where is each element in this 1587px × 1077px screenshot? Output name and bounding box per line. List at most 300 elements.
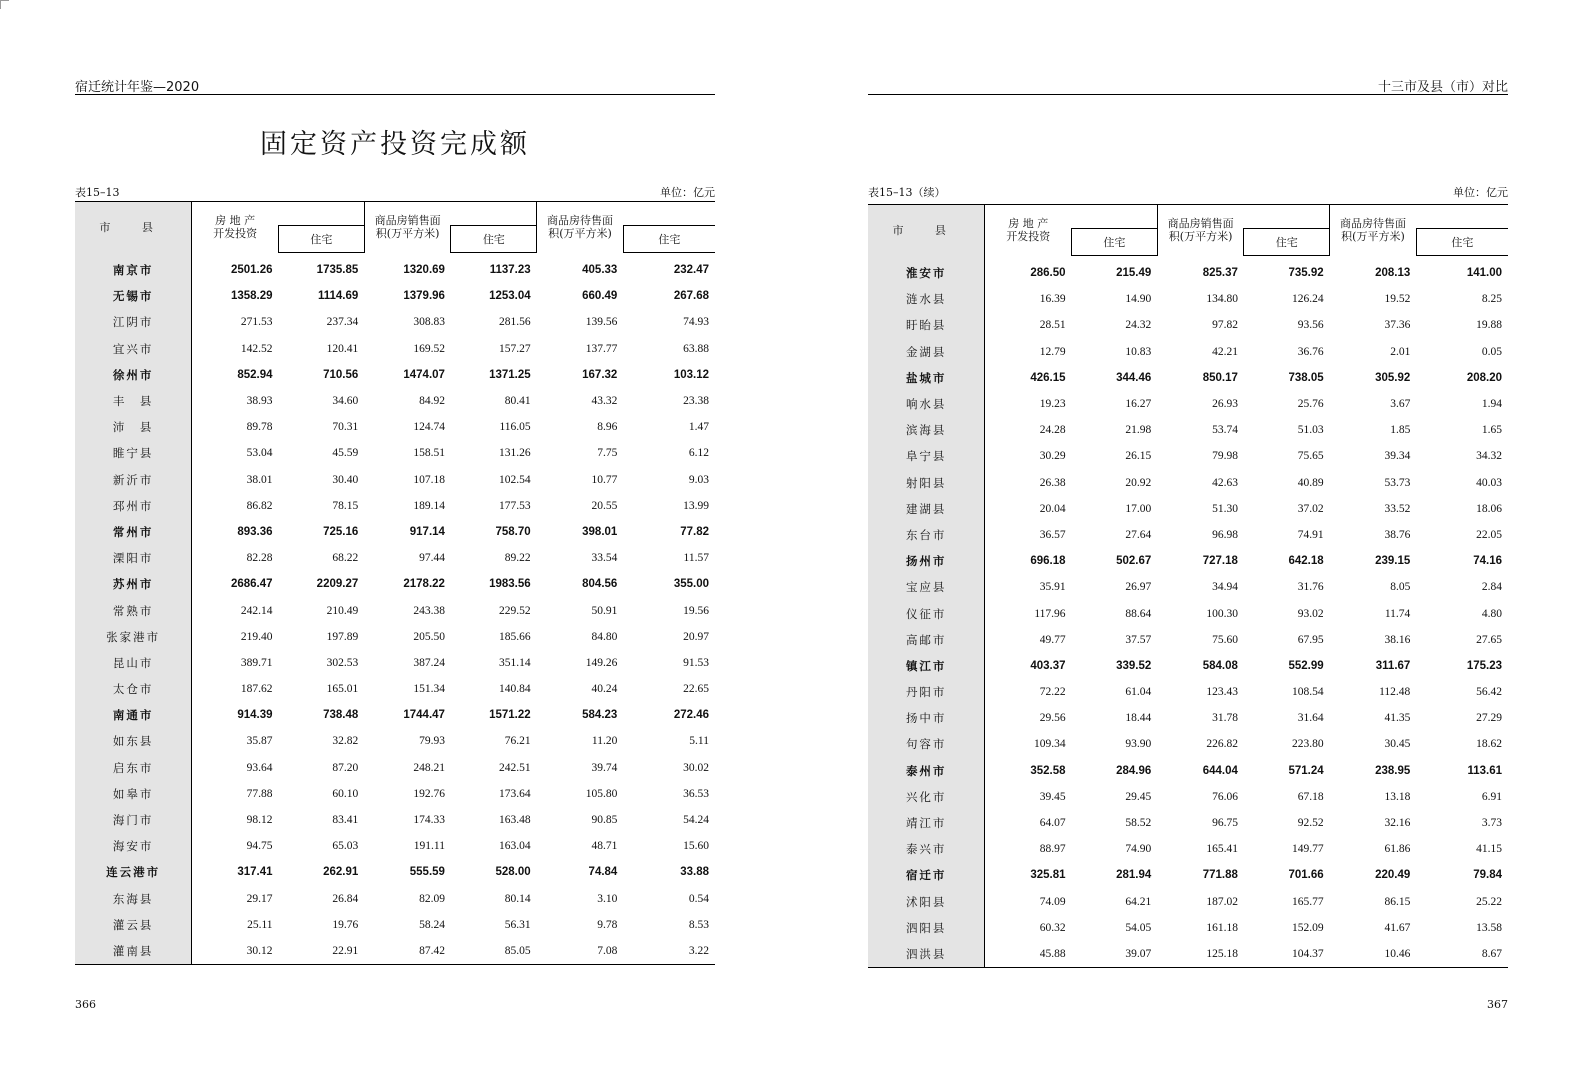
row-value: 131.26 <box>499 447 531 460</box>
row-value: 239.15 <box>1375 555 1411 568</box>
row-city-name: 徐州市 <box>75 362 192 388</box>
page-number: 366 <box>75 998 96 1011</box>
row-value: 22.91 <box>279 938 365 965</box>
row-value: 79.84 <box>1473 869 1502 882</box>
row-value: 37.36 <box>1384 319 1411 332</box>
row-value: 10.77 <box>591 473 618 486</box>
row-value: 219.40 <box>240 630 273 643</box>
row-value: 38.76 <box>1384 528 1411 541</box>
row-value: 1.65 <box>1481 424 1502 437</box>
row-city-name: 常州市 <box>75 519 192 545</box>
row-value: 54.05 <box>1125 921 1152 934</box>
row-value: 192.76 <box>413 787 445 800</box>
row-city-name: 昆山市 <box>75 650 192 676</box>
row-value: 87.20 <box>332 761 359 774</box>
row-value: 3.67 <box>1390 398 1411 411</box>
row-value: 197.89 <box>326 630 359 643</box>
row-value: 42.21 <box>1212 345 1238 358</box>
row-value: 26.38 <box>1039 476 1066 489</box>
row-city-name: 扬州市 <box>868 548 985 574</box>
col-sold-area: 商品房销售面 积(万平方米) <box>1157 205 1244 256</box>
row-value: 1744.47 <box>403 709 445 722</box>
row-value: 20.97 <box>683 630 709 643</box>
row-value: 187.02 <box>1206 895 1238 908</box>
table-row <box>868 470 1508 496</box>
table-row <box>868 574 1508 600</box>
row-value: 242.51 <box>499 761 531 774</box>
row-value: 660.49 <box>582 290 618 303</box>
row-value: 165.01 <box>326 683 359 696</box>
row-value: 149.26 <box>585 656 618 669</box>
row-value: 6.12 <box>688 447 709 460</box>
row-value: 2209.27 <box>316 578 359 591</box>
row-value: 58.24 <box>419 918 445 931</box>
row-value: 1983.56 <box>489 578 531 591</box>
table-row <box>868 758 1508 784</box>
table-row <box>868 312 1508 338</box>
row-value: 13.58 <box>1476 921 1502 934</box>
row-value: 45.59 <box>332 447 359 460</box>
row-value: 284.96 <box>1116 764 1152 777</box>
row-value: 112.48 <box>1379 686 1411 699</box>
row-value: 16.39 <box>1039 293 1066 306</box>
row-value: 223.80 <box>1292 738 1324 751</box>
row-value: 30.45 <box>1384 738 1411 751</box>
investment-table-continued <box>868 204 1508 968</box>
row-value: 571.24 <box>1288 764 1324 777</box>
row-value: 54.24 <box>683 814 709 827</box>
table-row <box>75 519 715 545</box>
row-value: 355.00 <box>673 578 709 591</box>
row-city-name: 苏州市 <box>75 571 192 597</box>
row-value: 9.03 <box>688 473 709 486</box>
row-value: 25.76 <box>1297 398 1324 411</box>
row-value: 26.84 <box>332 892 359 905</box>
unit-label: 单位：亿元 <box>1453 186 1508 199</box>
row-value: 13.99 <box>683 499 709 512</box>
row-value: 210.49 <box>326 604 359 617</box>
row-value: 43.32 <box>591 395 618 408</box>
row-value: 552.99 <box>1288 659 1324 672</box>
table-row <box>868 339 1508 365</box>
table-row <box>868 836 1508 862</box>
row-value: 42.63 <box>1212 476 1238 489</box>
row-value: 272.46 <box>673 709 709 722</box>
row-value: 141.00 <box>1466 267 1502 280</box>
row-value: 502.67 <box>1116 555 1152 568</box>
row-value: 158.51 <box>413 447 445 460</box>
row-city-name: 兴化市 <box>868 784 985 810</box>
row-city-name: 宿迁市 <box>868 862 985 888</box>
row-value: 10.46 <box>1330 941 1417 968</box>
row-value: 25.22 <box>1476 895 1502 908</box>
row-value: 94.75 <box>246 840 273 853</box>
row-city-name: 新沂市 <box>75 467 192 493</box>
row-value: 61.86 <box>1384 843 1411 856</box>
row-value: 137.77 <box>585 342 618 355</box>
row-value: 19.76 <box>332 918 359 931</box>
table-row <box>75 309 715 335</box>
row-value: 352.58 <box>1030 764 1066 777</box>
table-row <box>868 496 1508 522</box>
row-value: 36.57 <box>1039 528 1066 541</box>
row-value: 248.21 <box>413 761 445 774</box>
row-city-name: 丰 县 <box>75 388 192 414</box>
row-value: 78.15 <box>332 499 359 512</box>
row-value: 191.11 <box>413 840 445 853</box>
row-value: 70.31 <box>332 421 359 434</box>
table-row <box>868 286 1508 312</box>
investment-table <box>75 201 715 965</box>
row-city-name: 仪征市 <box>868 600 985 626</box>
row-value: 8.05 <box>1390 581 1411 594</box>
row-value: 65.03 <box>332 840 359 853</box>
row-value: 339.52 <box>1116 659 1152 672</box>
row-value: 725.16 <box>323 525 359 538</box>
table-row <box>75 859 715 885</box>
row-city-name: 太仓市 <box>75 676 192 702</box>
row-value: 75.65 <box>1297 450 1324 463</box>
row-city-name: 灌南县 <box>75 938 192 965</box>
row-value: 165.77 <box>1292 895 1324 908</box>
row-value: 149.77 <box>1292 843 1324 856</box>
row-value: 36.53 <box>683 787 709 800</box>
row-value: 281.94 <box>1116 869 1152 882</box>
row-value: 123.43 <box>1206 686 1238 699</box>
row-value: 53.74 <box>1212 424 1238 437</box>
row-value: 34.60 <box>332 395 359 408</box>
table-row <box>75 545 715 571</box>
table-row <box>868 705 1508 731</box>
row-city-name: 如东县 <box>75 728 192 754</box>
left-page <box>75 0 715 1077</box>
col-residential-1: 住宅 <box>1072 229 1158 256</box>
row-value: 30.29 <box>1039 450 1066 463</box>
table-row <box>868 915 1508 941</box>
table-row <box>75 702 715 728</box>
row-value: 11.57 <box>683 552 709 565</box>
row-value: 100.30 <box>1206 607 1238 620</box>
table-row <box>75 833 715 859</box>
row-value: 33.52 <box>1384 502 1411 515</box>
col-residential-2: 住宅 <box>1244 229 1330 256</box>
row-value: 26.93 <box>1212 398 1238 411</box>
row-city-name: 滨海县 <box>868 417 985 443</box>
row-value: 39.74 <box>591 761 618 774</box>
row-value: 27.65 <box>1476 633 1502 646</box>
row-value: 39.45 <box>1039 790 1066 803</box>
row-value: 16.27 <box>1125 398 1152 411</box>
row-value: 53.04 <box>246 447 273 460</box>
row-value: 109.34 <box>1033 738 1066 751</box>
row-value: 93.56 <box>1297 319 1324 332</box>
table-row <box>75 253 715 284</box>
table-body <box>868 256 1508 968</box>
table-row <box>75 283 715 309</box>
col-unsold-area: 商品房待售面 积(万平方米) <box>1330 205 1417 256</box>
row-value: 97.82 <box>1212 319 1238 332</box>
row-value: 134.80 <box>1206 293 1238 306</box>
row-value: 30.12 <box>192 938 279 965</box>
table-row <box>868 443 1508 469</box>
row-value: 29.45 <box>1125 790 1152 803</box>
row-value: 308.83 <box>413 316 445 329</box>
row-value: 0.05 <box>1481 345 1502 358</box>
table-row <box>868 417 1508 443</box>
row-value: 103.12 <box>673 368 709 381</box>
col-sold-area: 商品房销售面 积(万平方米) <box>364 202 451 253</box>
row-value: 167.32 <box>582 368 618 381</box>
row-value: 893.36 <box>237 525 273 538</box>
row-value: 389.71 <box>240 656 273 669</box>
row-value: 93.02 <box>1297 607 1324 620</box>
row-value: 5.11 <box>689 735 709 748</box>
col-residential-3: 住宅 <box>623 226 715 253</box>
col-sold-area-sub-blank <box>451 202 537 226</box>
row-city-name: 涟水县 <box>868 286 985 312</box>
row-value: 4.80 <box>1481 607 1502 620</box>
table-row <box>868 941 1508 968</box>
row-value: 1735.85 <box>316 264 359 277</box>
row-city-name: 无锡市 <box>75 283 192 309</box>
row-value: 58.52 <box>1125 817 1152 830</box>
row-city-name: 江阴市 <box>75 309 192 335</box>
row-value: 68.22 <box>332 552 359 565</box>
row-value: 35.87 <box>246 735 273 748</box>
row-value: 39.34 <box>1384 450 1411 463</box>
row-value: 74.91 <box>1297 528 1324 541</box>
row-value: 163.04 <box>499 840 531 853</box>
row-value: 232.47 <box>673 264 709 277</box>
row-value: 89.78 <box>246 421 273 434</box>
row-value: 317.41 <box>237 866 273 879</box>
table-row <box>75 650 715 676</box>
row-value: 23.38 <box>683 395 709 408</box>
table-row <box>868 731 1508 757</box>
row-city-name: 丹阳市 <box>868 679 985 705</box>
row-value: 325.81 <box>1030 869 1066 882</box>
row-city-name: 泰州市 <box>868 758 985 784</box>
table-row <box>868 600 1508 626</box>
table-code: 表15–13 <box>75 186 120 199</box>
row-value: 108.54 <box>1292 686 1324 699</box>
page-title: 固定资产投资完成额 <box>260 129 530 160</box>
row-city-name: 响水县 <box>868 391 985 417</box>
row-value: 10.83 <box>1125 345 1152 358</box>
row-value: 56.42 <box>1476 686 1502 699</box>
row-value: 1253.04 <box>489 290 531 303</box>
row-value: 88.64 <box>1125 607 1152 620</box>
col-residential-1: 住宅 <box>279 226 365 253</box>
row-value: 3.73 <box>1481 817 1502 830</box>
row-value: 107.18 <box>413 473 445 486</box>
table-row <box>868 391 1508 417</box>
row-city-name: 射阳县 <box>868 470 985 496</box>
row-city-name: 泗阳县 <box>868 915 985 941</box>
row-value: 126.24 <box>1292 293 1324 306</box>
row-value: 215.49 <box>1116 267 1152 280</box>
row-value: 825.37 <box>1202 266 1238 279</box>
row-value: 403.37 <box>1030 659 1066 672</box>
row-value: 243.38 <box>413 604 445 617</box>
table-row <box>868 889 1508 915</box>
row-value: 208.20 <box>1466 371 1502 384</box>
row-city-name: 盱眙县 <box>868 312 985 338</box>
row-value: 19.23 <box>1039 398 1066 411</box>
row-value: 72.22 <box>1039 686 1066 699</box>
row-value: 6.91 <box>1481 790 1502 803</box>
row-value: 19.88 <box>1476 319 1502 332</box>
row-value: 33.54 <box>591 552 618 565</box>
row-value: 63.88 <box>683 342 709 355</box>
row-value: 45.88 <box>985 941 1072 968</box>
row-value: 2686.47 <box>230 578 273 591</box>
row-value: 208.13 <box>1375 266 1411 279</box>
row-value: 30.40 <box>332 473 359 486</box>
row-value: 1.47 <box>688 421 709 434</box>
row-value: 49.77 <box>1039 633 1066 646</box>
row-value: 1114.69 <box>317 290 359 303</box>
row-value: 344.46 <box>1116 371 1152 384</box>
row-value: 157.27 <box>499 342 531 355</box>
row-value: 7.75 <box>597 447 618 460</box>
row-city-name: 常熟市 <box>75 597 192 623</box>
table-row <box>75 362 715 388</box>
col-dev-invest-sub-blank <box>279 202 365 226</box>
row-value: 64.07 <box>1039 817 1066 830</box>
table-row <box>868 810 1508 836</box>
row-value: 50.91 <box>591 604 618 617</box>
row-value: 3.22 <box>623 938 715 965</box>
row-value: 771.88 <box>1202 869 1238 882</box>
table-row <box>75 597 715 623</box>
row-value: 286.50 <box>1030 266 1066 279</box>
row-value: 75.60 <box>1212 633 1238 646</box>
row-value: 74.09 <box>1039 895 1066 908</box>
row-value: 262.91 <box>323 866 359 879</box>
row-value: 30.02 <box>683 761 709 774</box>
col-dev-invest: 房 地 产 开发投资 <box>985 205 1072 256</box>
row-value: 32.82 <box>332 735 359 748</box>
row-value: 426.15 <box>1030 371 1066 384</box>
table-row <box>75 414 715 440</box>
row-value: 271.53 <box>240 316 273 329</box>
row-value: 34.32 <box>1476 450 1502 463</box>
col-dev-invest: 房 地 产 开发投资 <box>192 202 279 253</box>
row-value: 82.28 <box>246 552 273 565</box>
row-value: 351.14 <box>499 656 531 669</box>
row-city-name: 连云港市 <box>75 859 192 885</box>
row-value: 22.05 <box>1476 528 1502 541</box>
row-value: 28.51 <box>1039 319 1066 332</box>
row-value: 738.48 <box>323 709 359 722</box>
header-rule <box>868 94 1508 95</box>
row-value: 3.10 <box>597 892 618 905</box>
row-value: 91.53 <box>683 656 709 669</box>
row-value: 105.80 <box>585 787 618 800</box>
row-value: 11.74 <box>1384 607 1411 620</box>
row-value: 39.07 <box>1072 941 1158 968</box>
row-value: 8.67 <box>1416 941 1508 968</box>
table-row <box>75 886 715 912</box>
table-row <box>75 807 715 833</box>
row-value: 169.52 <box>413 342 445 355</box>
row-city-name: 灌云县 <box>75 912 192 938</box>
row-value: 24.32 <box>1125 319 1152 332</box>
row-value: 163.48 <box>499 814 531 827</box>
row-value: 24.28 <box>1039 424 1066 437</box>
row-value: 139.56 <box>585 316 618 329</box>
row-value: 96.98 <box>1212 528 1238 541</box>
row-value: 83.41 <box>332 814 359 827</box>
row-value: 77.88 <box>246 787 273 800</box>
row-value: 40.89 <box>1297 476 1324 489</box>
row-value: 165.41 <box>1206 843 1238 856</box>
row-value: 2178.22 <box>403 578 445 591</box>
row-value: 92.52 <box>1297 817 1324 830</box>
row-value: 124.74 <box>413 421 445 434</box>
row-value: 76.21 <box>504 735 531 748</box>
row-value: 19.52 <box>1384 293 1411 306</box>
row-city-name: 沭阳县 <box>868 889 985 915</box>
row-value: 1320.69 <box>403 263 445 276</box>
row-value: 21.98 <box>1125 424 1152 437</box>
row-value: 125.18 <box>1157 941 1244 968</box>
row-value: 48.71 <box>591 840 618 853</box>
row-value: 804.56 <box>582 578 618 591</box>
row-city-name: 扬中市 <box>868 705 985 731</box>
row-value: 33.88 <box>680 866 709 879</box>
row-value: 1137.23 <box>489 264 531 277</box>
row-value: 242.14 <box>240 604 273 617</box>
row-value: 18.44 <box>1125 712 1152 725</box>
row-value: 18.62 <box>1476 738 1502 751</box>
row-value: 67.18 <box>1297 790 1324 803</box>
row-value: 31.64 <box>1297 712 1324 725</box>
row-value: 12.79 <box>1039 345 1066 358</box>
row-value: 56.31 <box>504 918 531 931</box>
row-value: 555.59 <box>409 866 445 879</box>
row-value: 584.08 <box>1202 659 1238 672</box>
row-value: 76.06 <box>1212 790 1238 803</box>
row-value: 387.24 <box>413 656 445 669</box>
row-value: 8.53 <box>688 918 709 931</box>
row-value: 696.18 <box>1030 555 1066 568</box>
table-row <box>868 522 1508 548</box>
row-city-name: 睢宁县 <box>75 440 192 466</box>
row-value: 267.68 <box>673 290 709 303</box>
row-value: 161.18 <box>1206 921 1238 934</box>
row-value: 1379.96 <box>403 290 445 303</box>
row-value: 175.23 <box>1466 659 1502 672</box>
row-city-name: 淮安市 <box>868 256 985 287</box>
row-city-name: 东海县 <box>75 886 192 912</box>
col-residential-3: 住宅 <box>1416 229 1508 256</box>
table-row <box>868 679 1508 705</box>
row-city-name: 靖江市 <box>868 810 985 836</box>
row-value: 86.15 <box>1384 895 1411 908</box>
row-value: 735.92 <box>1288 267 1324 280</box>
row-value: 89.22 <box>504 552 531 565</box>
row-value: 37.57 <box>1125 633 1152 646</box>
row-value: 8.96 <box>597 421 618 434</box>
row-value: 67.95 <box>1297 633 1324 646</box>
row-value: 87.42 <box>364 938 451 965</box>
col-unsold-area: 商品房待售面 积(万平方米) <box>537 202 624 253</box>
row-value: 1358.29 <box>230 290 273 303</box>
row-value: 1474.07 <box>403 368 445 381</box>
row-city-name: 南京市 <box>75 253 192 284</box>
